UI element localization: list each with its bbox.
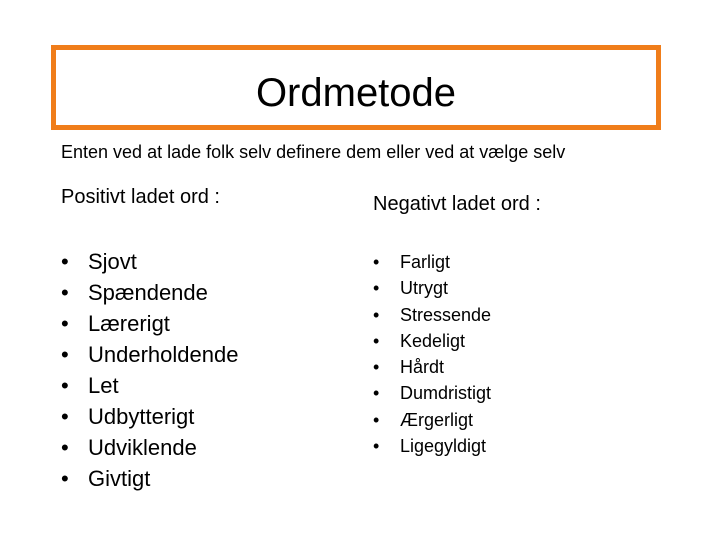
list-item <box>373 407 491 433</box>
list-item-label: Utrygt <box>400 278 449 299</box>
list-item <box>373 249 491 275</box>
list-item-label: Ærgerligt <box>400 409 474 430</box>
negative-list <box>373 249 491 459</box>
bullet-icon: • <box>61 311 69 336</box>
list-item <box>61 339 238 370</box>
bullet-icon: • <box>373 278 380 299</box>
list-item-label: Stressende <box>400 304 492 325</box>
bullet-icon: • <box>373 252 380 272</box>
list-item-label: Spændende <box>88 280 208 305</box>
bullet-icon: • <box>61 342 69 367</box>
bullet-icon: • <box>61 280 69 305</box>
slide-title: Ordmetode <box>255 71 457 115</box>
positive-list <box>61 246 238 494</box>
list-item <box>61 277 238 308</box>
list-item <box>61 432 238 463</box>
list-item <box>373 328 491 354</box>
positive-heading: Positivt ladet ord : <box>61 186 220 208</box>
bullet-icon: • <box>61 466 69 491</box>
list-item <box>61 246 238 277</box>
list-item-label: Hårdt <box>400 357 445 378</box>
negative-heading: Negativt ladet ord : <box>373 193 541 215</box>
list-item <box>61 463 238 494</box>
list-item <box>373 354 491 380</box>
list-item-label: Dumdristigt <box>400 383 492 404</box>
list-item-label: Ligegyldigt <box>400 436 487 457</box>
bullet-icon: • <box>373 436 380 457</box>
list-item <box>373 433 491 459</box>
bullet-icon: • <box>373 304 380 325</box>
list-item <box>373 302 491 328</box>
list-item-label: Udviklende <box>88 435 197 460</box>
bullet-icon: • <box>373 409 380 430</box>
list-item <box>61 401 238 432</box>
list-item <box>61 308 238 339</box>
bullet-icon: • <box>61 404 69 429</box>
list-item <box>373 380 491 406</box>
list-item-label: Lærerigt <box>88 311 170 336</box>
bullet-icon: • <box>61 435 69 460</box>
bullet-icon: • <box>61 249 69 274</box>
subtitle: Enten ved at lade folk selv definere dem eller ved at vælge selv <box>61 142 566 162</box>
list-item-label: Underholdende <box>88 342 239 367</box>
title-box <box>51 45 661 130</box>
list-item-label: Givtigt <box>88 466 151 491</box>
list-item-label: Let <box>88 373 119 398</box>
list-item-label: Kedeligt <box>400 330 466 351</box>
bullet-icon: • <box>373 357 380 378</box>
list-item-label: Udbytterigt <box>88 404 195 429</box>
list-item-label: Farligt <box>400 252 451 272</box>
list-item-label: Sjovt <box>88 249 137 274</box>
bullet-icon: • <box>373 330 380 351</box>
bullet-icon: • <box>61 373 69 398</box>
list-item <box>61 370 238 401</box>
bullet-icon: • <box>373 383 380 404</box>
list-item <box>373 275 491 301</box>
